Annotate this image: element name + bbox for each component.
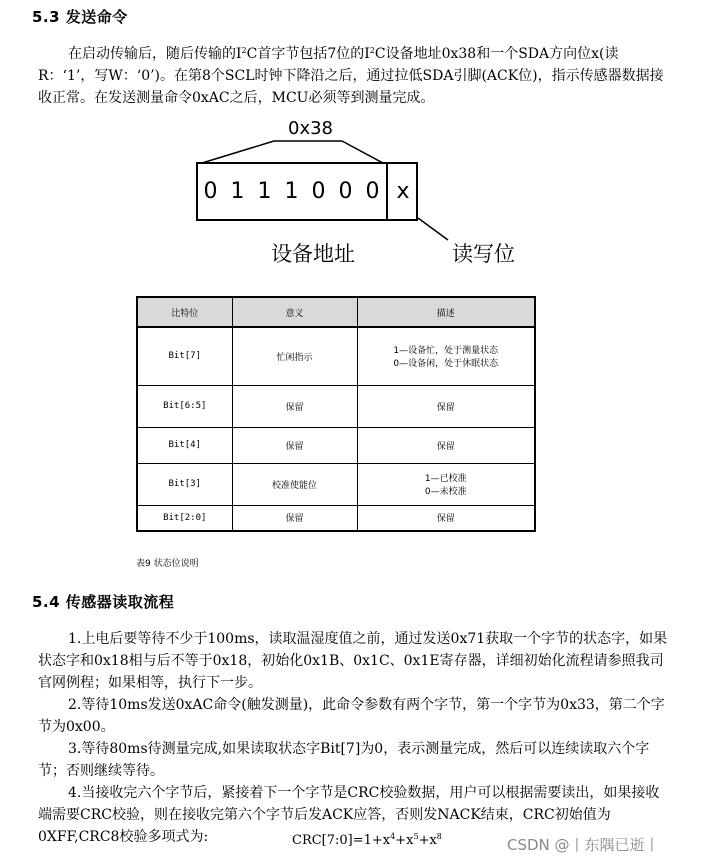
address-hex-label: 0x38 [288,118,334,139]
bit-cell: 0 [365,179,380,204]
bit-cell: 0 [338,179,353,204]
cell-desc: 保留 [357,505,535,531]
bit-cell: 1 [284,179,299,204]
table-caption: 表9 状态位说明 [136,559,199,569]
cell-meaning: 保留 [232,427,357,463]
cell-meaning: 保留 [232,505,357,531]
step-3: 3.等待80ms待测量完成,如果读取状态字Bit[7]为0，表示测量完成，然后可以连续读取六个字节；否则继续等待。 [38,741,650,779]
watermark: CSDN @丨东隅已逝丨 [507,836,660,854]
cell-desc: 保留 [357,385,535,427]
brace-left-line [202,141,274,163]
rw-bit-cell: x [386,163,418,220]
address-label: 设备地址 [271,242,355,266]
section-5-4-steps [38,628,668,848]
rw-pointer-line [418,218,448,240]
cell-bit: Bit[2:0] [137,505,232,531]
section-5-4-title: 5.4 传感器读取流程 [32,593,175,611]
cell-desc: 1—设备忙，处于测量状态 0—设备闲，处于休眠状态 [357,327,535,385]
cell-meaning: 忙闲指示 [232,327,357,385]
status-bit-table [136,296,536,532]
step-4: 4.当接收完六个字节后，紧接着下一个字节是CRC校验数据，用户可以根据需要读出，如果接收端需要CRC校验，则在接收完第六个字节后发ACK应答，否则发NACK结束，CRC初始值为0XFF,CRC8校验多项式为: [38,785,660,845]
bit-cells [197,163,418,220]
table-row [137,327,535,385]
cell-bit: Bit[6:5] [137,385,232,427]
step-2: 2.等待10ms发送0xAC命令(触发测量)，此命令参数有两个字节，第一个字节为0x33，第二个字节为0x00。 [38,697,665,735]
cell-desc: 保留 [357,427,535,463]
bit-cell: 1 [257,179,272,204]
table-row [137,427,535,463]
cell-meaning: 保留 [232,385,357,427]
table-row [137,463,535,505]
table-row [137,505,535,531]
header-meaning: 意义 [232,297,357,327]
cell-bit: Bit[4] [137,427,232,463]
header-bit: 比特位 [137,297,232,327]
section-5-3-paragraph: 在启动传输后，随后传输的$I^2C$首字节包括7位的$I^2C$设备地址0x38和一个SDA方向位x(读R：‘1’，写W：‘0’)。在第8个SCL时钟下降沿之后，通过拉低SDA引脚(ACK位)，指示传感器数据接收正常。在发送测量命令0xAC之后，MCU必须等到测量完成。 [38,46,664,106]
brace-right-line [342,141,383,163]
table-header-row [137,297,535,327]
rw-label: 读写位 [452,242,515,266]
crc-formula: $CRC[7:0]=1+x^4+x^5+x^8$ [292,832,442,848]
step-1: 1.上电后要等待不少于100ms，读取温湿度值之前，通过发送0x71获取一个字节的状态字，如果状态字和0x18相与后不等于0x18，初始化0x1B、0x1C、0x1E寄存器，详细初始化流程请参照我司官网例程；如果相等，执行下一步。 [38,631,668,691]
section-5-3-title: 5.3 发送命令 [32,8,128,26]
cell-meaning: 校准使能位 [232,463,357,505]
address-diagram [0,0,707,280]
bit-cell: 0 [311,179,326,204]
bit-cell: 0 [203,179,218,204]
header-description: 描述 [357,297,535,327]
cell-bit: Bit[3] [137,463,232,505]
table-row [137,385,535,427]
cell-desc: 1—已校准 0—未校准 [357,463,535,505]
cell-bit: Bit[7] [137,327,232,385]
bit-cell: 1 [230,179,245,204]
